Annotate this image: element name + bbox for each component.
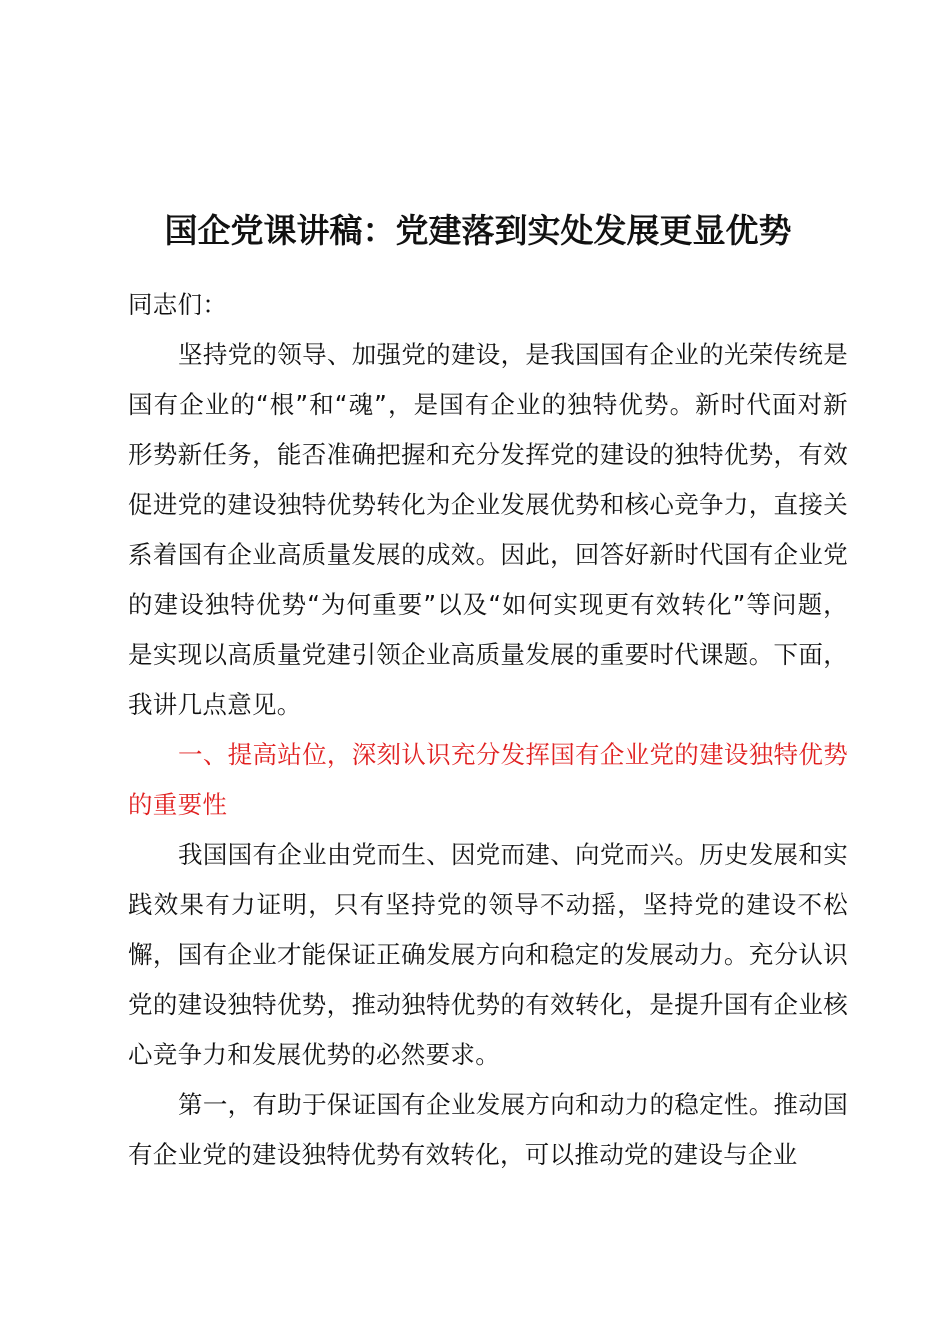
document-title: 国企党课讲稿：党建落到实处发展更显优势 [164, 211, 792, 250]
section-paragraph: 第一，有助于保证国有企业发展方向和动力的稳定性。推动国有企业党的建设独特优势有效转化，可以推动党的建设与企业 [128, 1090, 848, 1169]
intro-paragraph: 坚持党的领导、加强党的建设，是我国国有企业的光荣传统是国有企业的“根”和“魂”，是国有企业的独特优势。新时代面对新形势新任务，能否准确把握和充分发挥党的建设的独特优势，有效促进党的建设独特优势转化为企业发展优势和核心竞争力，直接关系着国有企业高质量发展的成效。因此，回答好新时代国有企业党的建设独特优势“为何重要”以及“如何实现更有效转化”等问题，是实现以高质量党建引领企业高质量发展的重要时代课题。下面，我讲几点意见。 [128, 340, 848, 719]
salutation: 同志们： [128, 290, 228, 319]
section-heading: 一、提高站位，深刻认识充分发挥国有企业党的建设独特优势的重要性 [128, 740, 848, 819]
document-body [128, 280, 848, 1180]
section-paragraph: 我国国有企业由党而生、因党而建、向党而兴。历史发展和实践效果有力证明，只有坚持党的领导不动摇，坚持党的建设不松懈，国有企业才能保证正确发展方向和稳定的发展动力。充分认识党的建设独特优势，推动独特优势的有效转化，是提升国有企业核心竞争力和发展优势的必然要求。 [128, 840, 848, 1069]
